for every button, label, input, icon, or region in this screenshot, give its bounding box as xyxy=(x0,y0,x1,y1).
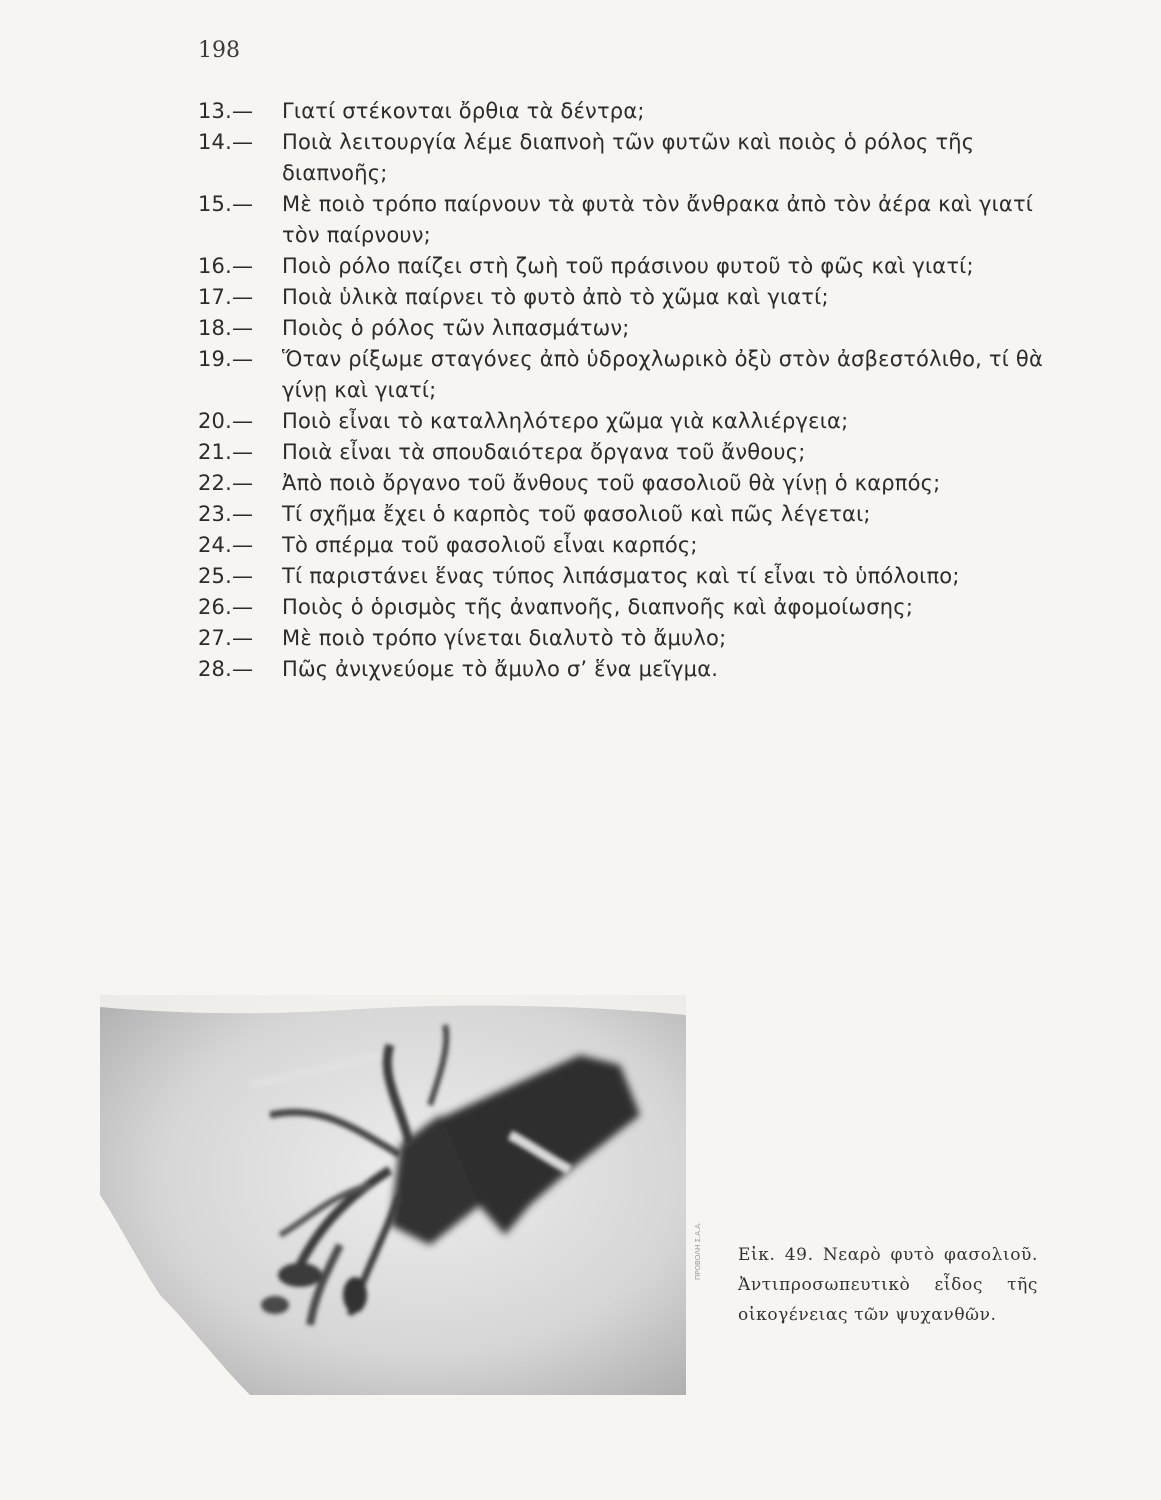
photo-credit-stamp: ΠΡΟΒΟΛΗ Σ.Α.Α. xyxy=(694,1221,702,1280)
question-item xyxy=(198,251,1058,282)
question-number: 14.— xyxy=(198,130,254,154)
question-item xyxy=(198,189,1058,251)
question-item xyxy=(198,561,1058,592)
question-text: Ποιὸ εἶναι τὸ καταλληλότερο χῶμα γιὰ καλλιέργεια; xyxy=(282,409,849,433)
question-text: Ὅταν ρίξωμε σταγόνες ἀπὸ ὑδροχλωρικὸ ὀξὺ στὸν ἀσβεστόλιθο, τί θὰ γίνῃ καὶ γιατί; xyxy=(282,347,1043,402)
question-item xyxy=(198,96,1058,127)
question-item xyxy=(198,654,1058,685)
question-item xyxy=(198,437,1058,468)
question-text: Τὸ σπέρμα τοῦ φασολιοῦ εἶναι καρπός; xyxy=(282,533,698,557)
question-number: 21.— xyxy=(198,440,254,464)
question-text: Γιατί στέκονται ὄρθια τὰ δέντρα; xyxy=(282,99,645,123)
question-number: 23.— xyxy=(198,502,254,526)
question-text: Ποιὸ ρόλο παίζει στὴ ζωὴ τοῦ πράσινου φυτοῦ τὸ φῶς καὶ γιατί; xyxy=(282,254,974,278)
question-number: 27.— xyxy=(198,626,254,650)
question-item xyxy=(198,406,1058,437)
question-list xyxy=(198,96,1058,685)
page-number: 198 xyxy=(198,38,240,63)
question-item xyxy=(198,530,1058,561)
question-number: 15.— xyxy=(198,192,254,216)
question-item xyxy=(198,313,1058,344)
question-text: Τί σχῆμα ἔχει ὁ καρπὸς τοῦ φασολιοῦ καὶ πῶς λέγεται; xyxy=(282,502,871,526)
question-text: Μὲ ποιὸ τρόπο παίρνουν τὰ φυτὰ τὸν ἄνθρακα ἀπὸ τὸν ἀέρα καὶ γιατί τὸν παίρνουν; xyxy=(282,192,1034,247)
question-text: Ποιὰ λειτουργία λέμε διαπνοὴ τῶν φυτῶν καὶ ποιὸς ὁ ρόλος τῆς διαπνοῆς; xyxy=(282,130,975,185)
question-item xyxy=(198,592,1058,623)
question-text: Ἀπὸ ποιὸ ὄργανο τοῦ ἄνθους τοῦ φασολιοῦ θὰ γίνῃ ὁ καρπός; xyxy=(282,471,941,495)
question-text: Ποιὰ εἶναι τὰ σπουδαιότερα ὄργανα τοῦ ἄνθους; xyxy=(282,440,806,464)
question-text: Μὲ ποιὸ τρόπο γίνεται διαλυτὸ τὸ ἄμυλο; xyxy=(282,626,727,650)
question-number: 22.— xyxy=(198,471,254,495)
question-text: Ποιὰ ὑλικὰ παίρνει τὸ φυτὸ ἀπὸ τὸ χῶμα καὶ γιατί; xyxy=(282,285,829,309)
question-text: Τί παριστάνει ἕνας τύπος λιπάσματος καὶ τί εἶναι τὸ ὑπόλοιπο; xyxy=(282,564,960,588)
question-number: 13.— xyxy=(198,99,254,123)
question-item xyxy=(198,468,1058,499)
question-number: 19.— xyxy=(198,347,254,371)
question-text: Πῶς ἀνιχνεύομε τὸ ἄμυλο σ’ ἕνα μεῖγμα. xyxy=(282,657,719,681)
question-number: 24.— xyxy=(198,533,254,557)
question-number: 25.— xyxy=(198,564,254,588)
question-item xyxy=(198,127,1058,189)
question-number: 26.— xyxy=(198,595,254,619)
question-text: Ποιὸς ὁ ρόλος τῶν λιπασμάτων; xyxy=(282,316,630,340)
question-number: 20.— xyxy=(198,409,254,433)
bean-plant-photo xyxy=(100,995,686,1395)
question-number: 18.— xyxy=(198,316,254,340)
question-text: Ποιὸς ὁ ὁρισμὸς τῆς ἀναπνοῆς, διαπνοῆς καὶ ἀφομοίωσης; xyxy=(282,595,914,619)
question-number: 16.— xyxy=(198,254,254,278)
question-number: 28.— xyxy=(198,657,254,681)
figure-caption: Εἰκ. 49. Νεαρὸ φυτὸ φασολιοῦ. Ἀντιπροσωπευτικὸ εἶδος τῆς οἰκογένειας τῶν ψυχανθῶν. xyxy=(738,1245,1038,1325)
bean-plant-illustration xyxy=(100,995,686,1395)
question-item xyxy=(198,499,1058,530)
question-item xyxy=(198,623,1058,654)
question-number: 17.— xyxy=(198,285,254,309)
question-item xyxy=(198,344,1058,406)
question-item xyxy=(198,282,1058,313)
